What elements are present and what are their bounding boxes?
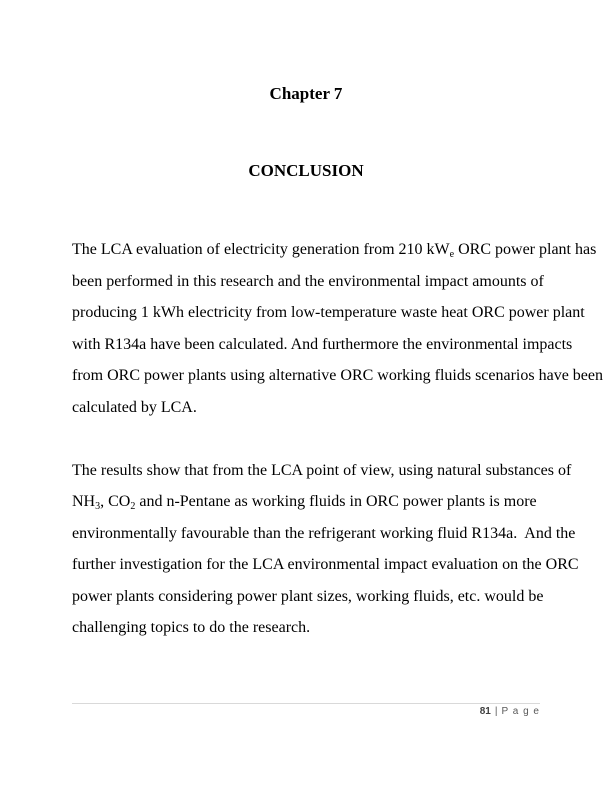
body-text <box>72 234 603 644</box>
text-line: $NH_3$, $CO_2$ and n-Pentane as working fluids in ORC power plants is more <box>72 493 537 512</box>
text-line: power plants considering power plant sizes, working fluids, etc. would be <box>72 587 544 605</box>
footer-page-label: P a g e <box>501 706 540 717</box>
text-line: been performed in this research and the environmental impact amounts of <box>72 272 544 290</box>
text-line: producing 1 kWh electricity from low-temperature waste heat ORC power plant <box>72 304 585 321</box>
paragraph <box>72 234 603 423</box>
text-line: The LCA evaluation of electricity generation from 210 $kW_e$ ORC power plant has <box>72 241 597 260</box>
text-line: further investigation for the LCA environmental impact evaluation on the ORC <box>72 556 579 573</box>
text-line: calculated by LCA. <box>72 398 197 416</box>
text-line: challenging topics to do the research. <box>72 619 311 636</box>
text-line: from ORC power plants using alternative ORC working fluids scenarios have been <box>72 367 603 384</box>
text-line: environmentally favourable than the refrigerant working fluid R134a. And the <box>72 524 576 542</box>
footer-separator: | <box>494 706 498 717</box>
page-footer <box>480 706 540 717</box>
page-number: 81 <box>479 706 491 717</box>
text-line: with R134a have been calculated. And furthermore the environmental impacts <box>72 335 573 353</box>
section-title: CONCLUSION <box>248 161 364 180</box>
text-line: The results show that from the LCA point of view, using natural substances of <box>72 461 572 479</box>
chapter-heading: Chapter 7 <box>269 84 343 103</box>
paragraph <box>72 455 579 644</box>
footer-rule <box>72 703 540 704</box>
